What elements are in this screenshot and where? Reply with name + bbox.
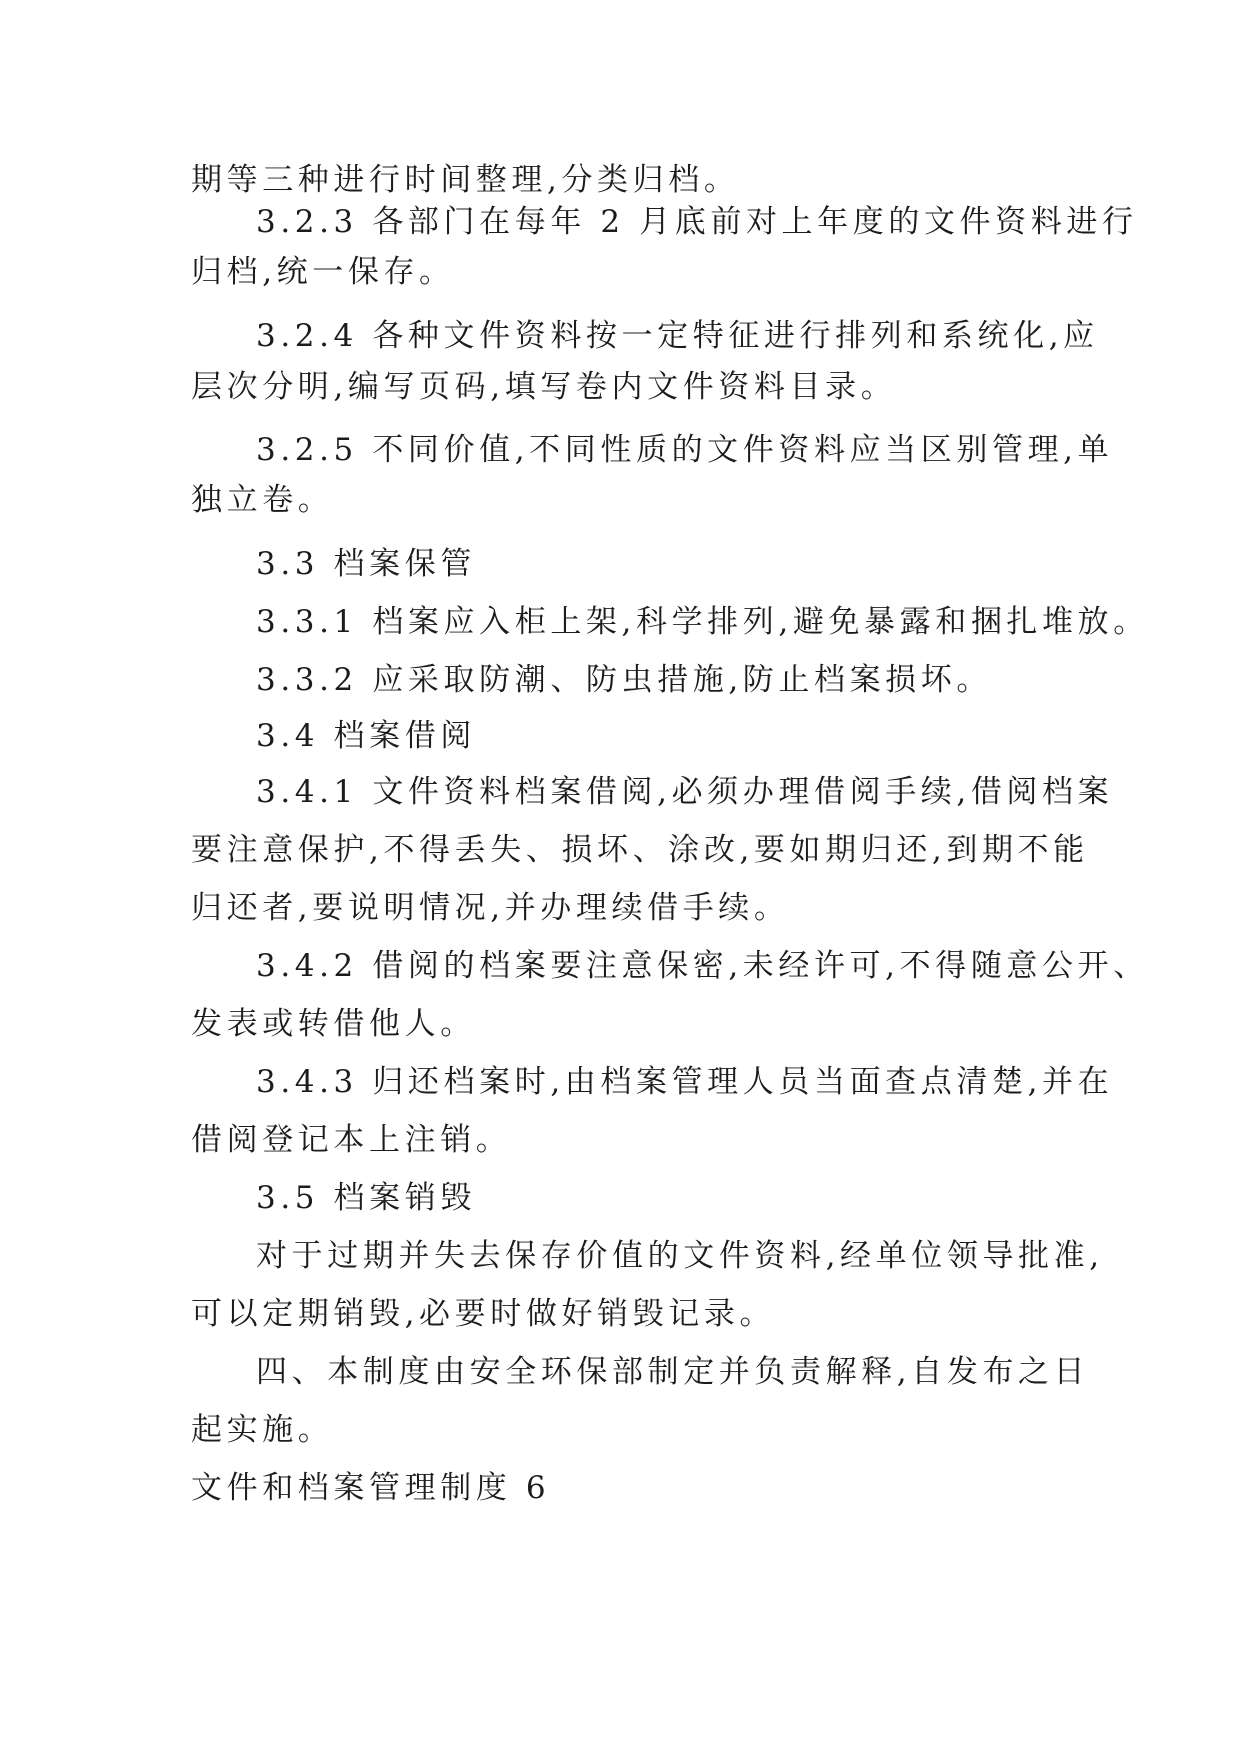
section-heading: 3.5 档案销毁: [256, 1180, 476, 1216]
section-heading: 3.3 档案保管: [256, 546, 476, 582]
paragraph-line: 3.4.3 归还档案时,由档案管理人员当面查点清楚,并在: [256, 1064, 1114, 1100]
paragraph-line: 3.2.3 各部门在每年 2 月底前对上年度的文件资料进行: [256, 204, 1138, 240]
paragraph-line: 要注意保护,不得丢失、损坏、涂改,要如期归还,到期不能: [191, 832, 1089, 868]
paragraph-line: 3.3.1 档案应入柜上架,科学排列,避免暴露和捆扎堆放。: [256, 604, 1149, 640]
paragraph-line: 对于过期并失去保存价值的文件资料,经单位领导批准,: [256, 1238, 1104, 1274]
paragraph-line: 3.4.1 文件资料档案借阅,必须办理借阅手续,借阅档案: [256, 774, 1114, 810]
paragraph-line: 发表或转借他人。: [191, 1006, 476, 1042]
paragraph-line: 起实施。: [191, 1412, 334, 1448]
paragraph-line: 期等三种进行时间整理,分类归档。: [191, 162, 740, 198]
paragraph-line: 归还者,要说明情况,并办理续借手续。: [191, 890, 790, 926]
paragraph-line: 归档,统一保存。: [191, 254, 455, 290]
section-heading: 3.4 档案借阅: [256, 718, 476, 754]
paragraph-line: 层次分明,编写页码,填写卷内文件资料目录。: [191, 369, 897, 405]
paragraph-line: 3.3.2 应采取防潮、防虫措施,防止档案损坏。: [256, 662, 992, 698]
paragraph-line: 3.2.4 各种文件资料按一定特征进行排列和系统化,应: [256, 318, 1099, 354]
paragraph-line: 四、本制度由安全环保部制定并负责解释,自发布之日: [256, 1354, 1090, 1390]
paragraph-line: 3.4.2 借阅的档案要注意保密,未经许可,不得随意公开、: [256, 948, 1149, 984]
paragraph-line: 借阅登记本上注销。: [191, 1122, 512, 1158]
paragraph-line: 3.2.5 不同价值,不同性质的文件资料应当区别管理,单: [256, 432, 1114, 468]
paragraph-line: 可以定期销毁,必要时做好销毁记录。: [191, 1296, 776, 1332]
document-title: 文件和档案管理制度 6: [191, 1470, 551, 1506]
paragraph-line: 独立卷。: [191, 482, 334, 518]
